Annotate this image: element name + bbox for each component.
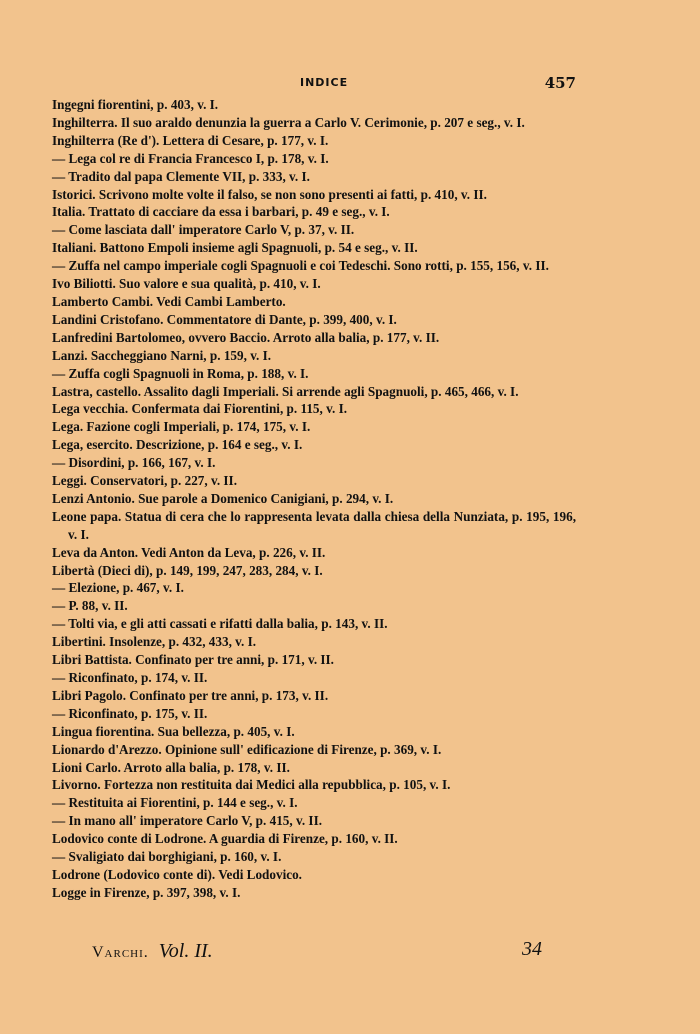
index-entry: — Lega col re di Francia Francesco I, p. 178, v. I. [52, 150, 329, 166]
index-entry: — P. 88, v. II. [52, 598, 128, 614]
index-entry: Lanfredini Bartolomeo, ovvero Baccio. Arroto alla balia, p. 177, v. II. [52, 329, 440, 345]
index-entry: Libri Battista. Confinato per tre anni, p. 171, v. II. [52, 652, 334, 668]
index-entry: Libertini. Insolenze, p. 432, 433, v. I. [52, 634, 257, 650]
index-entry: — Disordini, p. 166, 167, v. I. [52, 455, 216, 471]
index-entry: Libertà (Dieci di), p. 149, 199, 247, 283, 284, v. I. [52, 562, 323, 578]
page-number: 457 [544, 74, 576, 92]
index-entry: Italia. Trattato di cacciare da essa i barbari, p. 49 e seg., v. I. [52, 204, 390, 220]
index-entry: — Elezione, p. 467, v. I. [52, 580, 184, 596]
index-entry: Lingua fiorentina. Sua bellezza, p. 405, v. I. [52, 723, 295, 739]
index-entry: Italiani. Battono Empoli insieme agli Spagnuoli, p. 54 e seg., v. II. [52, 240, 418, 256]
index-entry: — Riconfinato, p. 174, v. II. [52, 670, 208, 685]
index-entry: Leggi. Conservatori, p. 227, v. II. [52, 473, 237, 489]
index-entry: Livorno. Fortezza non restituita dai Medici alla repubblica, p. 105, v. I. [52, 777, 451, 793]
index-entry: Lega, esercito. Descrizione, p. 164 e seg., v. I. [52, 437, 303, 453]
index-entry: Lenzi Antonio. Sue parole a Domenico Canigiani, p. 294, v. I. [52, 490, 394, 506]
index-entry: — Zuffa cogli Spagnuoli in Roma, p. 188, v. I. [52, 365, 309, 381]
index-entry: — Zuffa nel campo imperiale cogli Spagnuoli e coi Tedeschi. Sono rotti, p. 155, 156, v. II. [52, 258, 549, 274]
index-entries [52, 96, 576, 902]
footer-volume: Vol. II. [158, 940, 213, 962]
index-entry: Lamberto Cambi. Vedi Cambi Lamberto. [52, 293, 286, 309]
index-entry: Lanzi. Saccheggiano Narni, p. 159, v. I. [52, 347, 272, 363]
index-entry: — In mano all' imperatore Carlo V, p. 415, v. II. [52, 813, 322, 829]
page-header [52, 74, 576, 92]
index-entry: Leva da Anton. Vedi Anton da Leva, p. 226, v. II. [52, 544, 326, 560]
index-entry: Lodrone (Lodovico conte di). Vedi Lodovico. [52, 866, 302, 882]
index-entry: Ivo Biliotti. Suo valore e sua qualità, p. 410, v. I. [52, 276, 321, 292]
index-entry: — Tolti via, e gli atti cassati e rifatti dalla balia, p. 143, v. II. [52, 616, 388, 632]
index-entry: Landini Cristofano. Commentatore di Dante, p. 399, 400, v. I. [52, 311, 397, 327]
index-entry: — Come lasciata dall' imperatore Carlo V, p. 37, v. II. [52, 222, 355, 238]
page-footer [92, 940, 542, 966]
index-entry: Logge in Firenze, p. 397, 398, v. I. [52, 884, 241, 900]
index-entry: Lega vecchia. Confermata dai Fiorentini, p. 115, v. I. [52, 401, 347, 417]
index-entry: Istorici. Scrivono molte volte il falso, se non sono presenti ai fatti, p. 410, v. II. [52, 186, 487, 202]
index-entry: Leone papa. Statua di cera che lo rappresenta levata dalla chiesa della Nunziata, p. 195, 196, v. I. [52, 508, 576, 542]
index-entry: Lionardo d'Arezzo. Opinione sull' edificazione di Firenze, p. 369, v. I. [52, 741, 442, 757]
index-entry: Inghilterra (Re d'). Lettera di Cesare, p. 177, v. I. [52, 132, 329, 148]
index-entry: — Tradito dal papa Clemente VII, p. 333, v. I. [52, 168, 310, 184]
index-entry: Libri Pagolo. Confinato per tre anni, p. 173, v. II. [52, 687, 329, 703]
index-entry: — Restituita ai Fiorentini, p. 144 e seg., v. I. [52, 795, 298, 811]
index-entry: Lastra, castello. Assalito dagli Imperiali. Si arrende agli Spagnuoli, p. 465, 466, v. I. [52, 383, 519, 399]
footer-signature: 34 [522, 938, 542, 960]
footer-author: Varchi. [92, 944, 149, 961]
running-title: INDICE [300, 76, 349, 89]
index-entry: Lodovico conte di Lodrone. A guardia di Firenze, p. 160, v. II. [52, 831, 398, 847]
index-entry: Lioni Carlo. Arroto alla balia, p. 178, v. II. [52, 759, 290, 775]
index-entry: Ingegni fiorentini, p. 403, v. I. [52, 97, 219, 112]
index-entry: — Riconfinato, p. 175, v. II. [52, 705, 208, 721]
index-entry: — Svaligiato dai borghigiani, p. 160, v. I. [52, 849, 282, 865]
index-entry: Inghilterra. Il suo araldo denunzia la guerra a Carlo V. Cerimonie, p. 207 e seg., v. I. [52, 114, 525, 130]
index-entry: Lega. Fazione cogli Imperiali, p. 174, 175, v. I. [52, 419, 311, 435]
